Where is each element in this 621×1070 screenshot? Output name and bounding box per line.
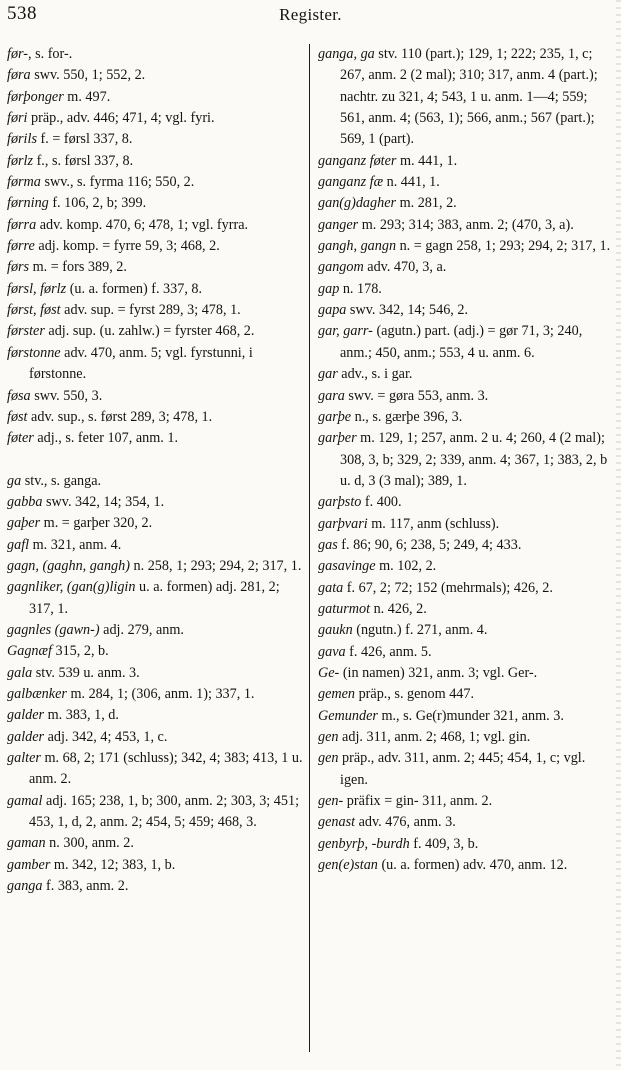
index-entry (7, 300, 303, 321)
entry-references: swv., s. fyrma 116; 550, 2. (40, 174, 195, 191)
entry-headword: gamal (7, 792, 43, 809)
entry-headword: førre (7, 238, 35, 255)
entry-references: f. 67, 2; 72; 152 (mehrmals); 426, 2. (343, 579, 553, 596)
entry-headword: gaukn (318, 622, 353, 639)
entry-references: u. a. formen) adj. 281, 2; 317, 1. (29, 579, 280, 617)
index-entry (7, 343, 303, 386)
entry-references: 315, 2, b. (51, 643, 109, 660)
entry-headword: gamber (7, 856, 51, 873)
entry-references: (agutn.) part. (adj.) = gør 71, 3; 240, anm.; 450, anm.; 553, 4 u. anm. 6. (340, 323, 583, 361)
entry-headword: gen (318, 750, 339, 767)
entry-headword: ganganz føter (318, 152, 397, 169)
entry-headword: galbænker (7, 685, 67, 702)
entry-headword: gen(e)stan (318, 857, 378, 874)
entry-references: adv. komp. 470, 6; 478, 1; vgl. fyrra. (36, 216, 249, 233)
entry-references: n. 178. (339, 280, 382, 297)
entry-headword: førma (7, 174, 41, 191)
entry-references: n., s. gærþe 396, 3. (351, 408, 463, 425)
entry-headword: føst (7, 408, 28, 425)
entry-references: adv., s. i gar. (337, 366, 413, 383)
entry-headword: gan(g)dagher (318, 195, 397, 212)
entry-references: swv. 342, 14; 354, 1. (42, 493, 165, 510)
index-entry (7, 151, 303, 172)
entry-references: swv. 342, 14; 546, 2. (346, 302, 469, 319)
entry-headword: Ge- (318, 664, 340, 681)
index-entry (7, 663, 303, 684)
entry-headword: førlz (7, 152, 34, 169)
entry-references: präfix = gin- 311, anm. 2. (343, 793, 493, 810)
index-entry (318, 257, 612, 278)
index-entry (318, 364, 612, 385)
entry-references: m. 281, 2. (396, 195, 457, 212)
entry-references: stv., s. ganga. (21, 472, 102, 489)
entry-references: , s. for-. (28, 46, 73, 62)
index-entry (7, 620, 303, 641)
entry-headword: galder (7, 707, 45, 724)
entry-headword: ganga (7, 878, 43, 895)
index-entry (7, 87, 303, 108)
left-column (7, 44, 303, 897)
entry-headword: gafl (7, 536, 30, 553)
index-entry (7, 215, 303, 236)
index-entry (318, 556, 612, 577)
entry-headword: gabba (7, 493, 43, 510)
entry-references: f., s. førsl 337, 8. (33, 152, 134, 169)
entry-headword: førning (7, 195, 49, 212)
entry-headword: føri (7, 110, 28, 127)
entry-headword: gasavinge (318, 558, 376, 575)
entry-references: m. = fors 389, 2. (29, 259, 127, 276)
entry-headword: førs (7, 259, 30, 276)
index-entry (318, 834, 612, 855)
index-entry (7, 492, 303, 513)
entry-references: f. 409, 3, b. (409, 835, 479, 852)
entry-references: (in namen) 321, anm. 3; vgl. Ger-. (339, 664, 538, 681)
page-edge-texture (616, 0, 621, 1070)
entry-references: swv. 550, 1; 552, 2. (30, 67, 146, 84)
index-entry (7, 556, 303, 577)
entry-headword: først, føst (7, 302, 61, 319)
entry-headword: garþsto (318, 494, 362, 511)
section-gap (7, 450, 303, 471)
index-entry (7, 855, 303, 876)
index-entry (318, 812, 612, 833)
entry-headword: gemen (318, 686, 356, 703)
index-entry (7, 513, 303, 534)
entry-references: präp., adv. 311, anm. 2; 445; 454, 1, c; vgl. igen. (338, 750, 586, 788)
entry-headword: førsl, førlz (7, 280, 67, 297)
index-entry (7, 641, 303, 662)
index-entry (7, 705, 303, 726)
index-entry (318, 215, 612, 236)
index-entry (7, 172, 303, 193)
index-entry (7, 876, 303, 897)
entry-headword: genast (318, 814, 356, 831)
index-entry (318, 642, 612, 663)
index-entry (7, 236, 303, 257)
entry-headword: gen- (318, 793, 344, 810)
index-entry (318, 578, 612, 599)
entry-headword: gara (318, 387, 345, 404)
entry-references: (u. a. formen) adv. 470, anm. 12. (377, 857, 568, 874)
entry-references: m. 342, 12; 383, 1, b. (50, 856, 176, 873)
entry-headword: gapa (318, 302, 347, 319)
entry-headword: gala (7, 664, 33, 681)
entry-headword: førþonger (7, 88, 64, 105)
entry-headword: ganger (318, 216, 359, 233)
entry-references: adv. 470, 3, a. (363, 259, 447, 276)
index-entry (318, 514, 612, 535)
entry-references: präp., s. genom 447. (355, 686, 475, 703)
index-entry (7, 535, 303, 556)
index-entry (7, 748, 303, 791)
entry-references: adj. 342, 4; 453, 1, c. (44, 728, 168, 745)
entry-references: m. 293; 314; 383, anm. 2; (470, 3, a). (358, 216, 574, 233)
entry-references: f. 106, 2, b; 399. (48, 195, 147, 212)
index-entry (318, 663, 612, 684)
index-entry (318, 599, 612, 620)
index-entry (7, 386, 303, 407)
entry-references: adj. 165; 238, 1, b; 300, anm. 2; 303, 3; 451; 453, 1, d, 2, anm. 2; 454, 5; 459; 468, 3. (29, 792, 300, 831)
entry-headword: førils (7, 131, 37, 148)
entry-references: m., s. Ge(r)munder 321, anm. 3. (377, 707, 564, 724)
entry-references: adv. 470, anm. 5; vgl. fyrstunni, i førstonne. (29, 344, 253, 383)
entry-headword: gava (318, 643, 346, 660)
index-entry (318, 386, 612, 407)
entry-headword: Gemunder (318, 707, 378, 724)
index-entry (318, 151, 612, 172)
entry-references: m. 129, 1; 257, anm. 2 u. 4; 260, 4 (2 mal); 308, 3, b; 329, 2; 339, anm. 4; 367, 1; 383, 2, b u. d, 3 (3 mal); 389, 1. (340, 430, 608, 489)
index-entry (7, 44, 303, 65)
entry-headword: garþer (318, 430, 357, 447)
index-entry (318, 620, 612, 641)
index-entry (7, 833, 303, 854)
index-entry (7, 257, 303, 278)
index-entry (318, 279, 612, 300)
entry-references: m. 284, 1; (306, anm. 1); 337, 1. (66, 685, 255, 702)
entry-headword: genbyrþ, -burdh (318, 835, 410, 852)
entry-references: stv. 539 u. anm. 3. (32, 664, 140, 681)
index-entry (7, 791, 303, 834)
entry-headword: gangh, gangn (318, 238, 397, 255)
index-entry (7, 129, 303, 150)
entry-references: f. 426, anm. 5. (345, 643, 432, 660)
entry-headword: førstonne (7, 344, 61, 361)
entry-references: m. = garþer 320, 2. (40, 515, 153, 532)
entry-headword: føter (7, 430, 34, 447)
entry-headword: ganga, ga (318, 46, 375, 62)
entry-references: f. 86; 90, 6; 238, 5; 249, 4; 433. (337, 536, 522, 553)
entry-references: adj. 311, anm. 2; 468, 1; vgl. gin. (338, 729, 531, 745)
entry-references: f. 400. (361, 494, 402, 511)
entry-references: (ngutn.) f. 271, anm. 4. (352, 622, 488, 639)
entry-references: m. 117, anm (schluss). (367, 515, 500, 532)
index-entry (7, 471, 303, 492)
entry-headword: gas (318, 536, 338, 553)
entry-references: adj. sup. (u. zahlw.) = fyrster 468, 2. (44, 323, 255, 340)
entry-references: n. = gagn 258, 1; 293; 294, 2; 317, 1. (396, 238, 611, 255)
entry-references: adj. 279, anm. (99, 621, 184, 638)
index-entry (7, 279, 303, 300)
entry-headword: føra (7, 67, 31, 84)
entry-headword: ga (7, 472, 22, 489)
entry-references: adv. 476, anm. 3. (355, 814, 456, 831)
page-title: Register. (279, 5, 342, 24)
entry-references: m. 102, 2. (375, 558, 437, 575)
index-entry (318, 748, 612, 791)
entry-references: f. = førsl 337, 8. (36, 131, 133, 148)
entry-headword: gaturmot (318, 600, 371, 617)
index-entry (318, 855, 612, 876)
entry-references: n. 426, 2. (370, 600, 427, 617)
entry-headword: gagnles (gawn-) (7, 621, 100, 638)
entry-references: n. 258, 1; 293; 294, 2; 317, 1. (129, 557, 302, 574)
index-entry (7, 108, 303, 129)
entry-headword: førster (7, 323, 45, 340)
entry-headword: gagn, (gaghn, gangh) (7, 557, 130, 574)
entry-references: adv. sup. = fyrst 289, 3; 478, 1. (60, 302, 241, 319)
right-column (318, 44, 612, 876)
entry-references: n. 300, anm. 2. (45, 835, 134, 852)
index-entry (7, 321, 303, 342)
entry-headword: gagnliker, (gan(g)ligin (7, 579, 136, 596)
entry-headword: galter (7, 750, 41, 766)
index-entry (318, 172, 612, 193)
index-entry (318, 407, 612, 428)
index-entry (318, 300, 612, 321)
index-entry (7, 684, 303, 705)
index-entry (318, 44, 612, 151)
page-number: 538 (7, 3, 37, 24)
entry-headword: gata (318, 579, 344, 596)
index-entry (7, 577, 303, 620)
entry-references: swv. 550, 3. (30, 387, 103, 404)
index-entry (318, 684, 612, 705)
entry-references: (u. a. formen) f. 337, 8. (66, 280, 203, 297)
entry-references: m. 321, anm. 4. (29, 536, 122, 553)
entry-references: m. 68, 2; 171 (schluss); 342, 4; 383; 413, 1 u. anm. 2. (29, 750, 303, 788)
entry-headword: galder (7, 728, 45, 745)
entry-headword: gar (318, 366, 338, 383)
entry-headword: Gagnæf (7, 643, 52, 660)
entry-references: adv. sup., s. først 289, 3; 478, 1. (27, 408, 213, 425)
entry-headword: ganganz fæ (318, 174, 384, 191)
entry-headword: gaman (7, 835, 46, 852)
index-entry (318, 706, 612, 727)
index-entry (318, 535, 612, 556)
index-entry (318, 727, 612, 748)
entry-references: m. 383, 1, d. (44, 707, 119, 724)
entry-headword: før- (7, 46, 28, 62)
column-divider (309, 44, 310, 1052)
entry-references: stv. 110 (part.); 129, 1; 222; 235, 1, c; 267, anm. 2 (2 mal); 310; 317, anm. 4 (part.); nachtr. zu 321, 4; 543, 1 u. anm. 1—4; 559; 561, anm. 4; (563, 1); 566, anm.; 567 (part.); 569, 1 (part). (340, 46, 598, 148)
entry-headword: gaþer (7, 515, 41, 532)
entry-headword: gap (318, 280, 340, 297)
index-entry (7, 727, 303, 748)
index-entry (318, 236, 612, 257)
entry-headword: gar, garr- (318, 323, 373, 340)
entry-references: m. 441, 1. (396, 152, 458, 169)
entry-references: adj., s. feter 107, anm. 1. (33, 430, 178, 447)
entry-headword: gangom (318, 259, 364, 276)
index-entry (7, 428, 303, 449)
entry-headword: føsa (7, 387, 31, 404)
entry-headword: gen (318, 729, 339, 745)
entry-headword: garþe (318, 408, 352, 425)
index-entry (318, 791, 612, 812)
index-entry (7, 65, 303, 86)
entry-references: n. 441, 1. (383, 174, 440, 191)
index-entry (7, 193, 303, 214)
entry-references: swv. = gøra 553, anm. 3. (344, 387, 489, 404)
index-entry (7, 407, 303, 428)
entry-references: adj. komp. = fyrre 59, 3; 468, 2. (34, 238, 220, 255)
index-entry (318, 492, 612, 513)
entry-headword: førra (7, 216, 37, 233)
index-entry (318, 193, 612, 214)
entry-references: f. 383, anm. 2. (42, 878, 129, 895)
index-entry (318, 428, 612, 492)
entry-references: m. 497. (63, 88, 111, 105)
entry-references: präp., adv. 446; 471, 4; vgl. fyri. (27, 110, 215, 127)
index-entry (318, 321, 612, 364)
entry-headword: garþvari (318, 515, 368, 532)
